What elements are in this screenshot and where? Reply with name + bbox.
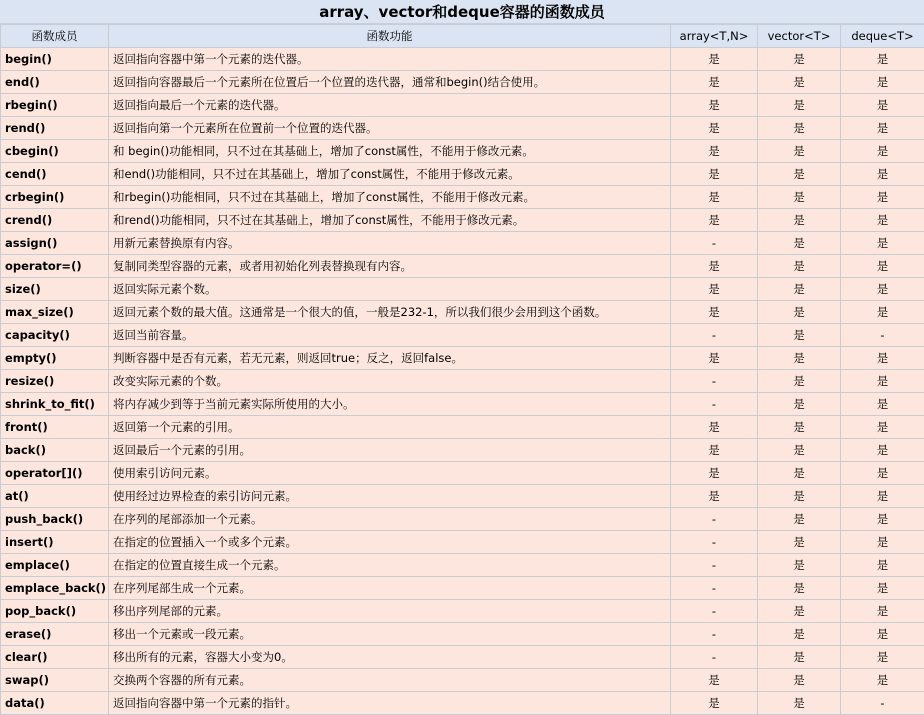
deque-support-cell: 是 — [841, 232, 924, 255]
array-support-cell: 是 — [671, 669, 758, 692]
function-description-cell: 返回指向容器中第一个元素的指针。 — [109, 692, 671, 715]
function-description-cell: 返回元素个数的最大值。这通常是一个很大的值，一般是232-1，所以我们很少会用到这个函数。 — [109, 301, 671, 324]
function-name-cell: swap() — [1, 669, 109, 692]
array-support-cell: - — [671, 600, 758, 623]
function-name-cell: emplace_back() — [1, 577, 109, 600]
table-row — [1, 94, 924, 117]
function-name-cell: erase() — [1, 623, 109, 646]
array-support-cell: 是 — [671, 485, 758, 508]
function-description-cell: 返回指向第一个元素所在位置前一个位置的迭代器。 — [109, 117, 671, 140]
table-row — [1, 301, 924, 324]
function-name-cell: size() — [1, 278, 109, 301]
table-row — [1, 209, 924, 232]
vector-support-cell: 是 — [758, 370, 841, 393]
vector-support-cell: 是 — [758, 508, 841, 531]
function-description-cell: 交换两个容器的所有元素。 — [109, 669, 671, 692]
table-row — [1, 71, 924, 94]
vector-support-cell: 是 — [758, 416, 841, 439]
table-row — [1, 623, 924, 646]
table-row — [1, 278, 924, 301]
array-support-cell: 是 — [671, 48, 758, 71]
table-row — [1, 255, 924, 278]
deque-support-cell: 是 — [841, 186, 924, 209]
array-support-cell: 是 — [671, 117, 758, 140]
vector-support-cell: 是 — [758, 94, 841, 117]
function-name-cell: emplace() — [1, 554, 109, 577]
function-description-cell: 在指定的位置插入一个或多个元素。 — [109, 531, 671, 554]
table-row — [1, 370, 924, 393]
deque-support-cell: 是 — [841, 646, 924, 669]
deque-support-cell: 是 — [841, 163, 924, 186]
header-deque: deque<T> — [841, 25, 924, 48]
function-name-cell: capacity() — [1, 324, 109, 347]
function-description-cell: 判断容器中是否有元素，若无元素，则返回true；反之，返回false。 — [109, 347, 671, 370]
array-support-cell: 是 — [671, 278, 758, 301]
deque-support-cell: 是 — [841, 278, 924, 301]
function-description-cell: 在指定的位置直接生成一个元素。 — [109, 554, 671, 577]
function-name-cell: insert() — [1, 531, 109, 554]
array-support-cell: 是 — [671, 462, 758, 485]
deque-support-cell: 是 — [841, 94, 924, 117]
array-support-cell: - — [671, 508, 758, 531]
function-name-cell: push_back() — [1, 508, 109, 531]
function-name-cell: clear() — [1, 646, 109, 669]
deque-support-cell: 是 — [841, 577, 924, 600]
function-name-cell: rbegin() — [1, 94, 109, 117]
function-name-cell: max_size() — [1, 301, 109, 324]
table-body — [1, 48, 924, 715]
vector-support-cell: 是 — [758, 117, 841, 140]
function-description-cell: 在序列尾部生成一个元素。 — [109, 577, 671, 600]
function-description-cell: 用新元素替换原有内容。 — [109, 232, 671, 255]
table-row — [1, 163, 924, 186]
table-row — [1, 577, 924, 600]
table-row — [1, 48, 924, 71]
function-name-cell: resize() — [1, 370, 109, 393]
function-description-cell: 和rbegin()功能相同，只不过在其基础上，增加了const属性，不能用于修改元素。 — [109, 186, 671, 209]
function-description-cell: 将内存减少到等于当前元素实际所使用的大小。 — [109, 393, 671, 416]
array-support-cell: 是 — [671, 692, 758, 715]
deque-support-cell: 是 — [841, 370, 924, 393]
vector-support-cell: 是 — [758, 71, 841, 94]
deque-support-cell: 是 — [841, 439, 924, 462]
vector-support-cell: 是 — [758, 186, 841, 209]
deque-support-cell: - — [841, 324, 924, 347]
table-row — [1, 462, 924, 485]
deque-support-cell: 是 — [841, 393, 924, 416]
table-row — [1, 117, 924, 140]
vector-support-cell: 是 — [758, 140, 841, 163]
vector-support-cell: 是 — [758, 48, 841, 71]
vector-support-cell: 是 — [758, 255, 841, 278]
function-name-cell: crend() — [1, 209, 109, 232]
vector-support-cell: 是 — [758, 646, 841, 669]
vector-support-cell: 是 — [758, 669, 841, 692]
header-row — [1, 25, 924, 48]
array-support-cell: 是 — [671, 71, 758, 94]
function-description-cell: 复制同类型容器的元素，或者用初始化列表替换现有内容。 — [109, 255, 671, 278]
vector-support-cell: 是 — [758, 531, 841, 554]
table-row — [1, 140, 924, 163]
deque-support-cell: 是 — [841, 209, 924, 232]
function-name-cell: cend() — [1, 163, 109, 186]
array-support-cell: 是 — [671, 94, 758, 117]
vector-support-cell: 是 — [758, 485, 841, 508]
table-row — [1, 646, 924, 669]
header-function-description: 函数功能 — [109, 25, 671, 48]
function-name-cell: pop_back() — [1, 600, 109, 623]
vector-support-cell: 是 — [758, 692, 841, 715]
function-name-cell: back() — [1, 439, 109, 462]
function-description-cell: 返回当前容量。 — [109, 324, 671, 347]
table-row — [1, 439, 924, 462]
function-description-cell: 和rend()功能相同，只不过在其基础上，增加了const属性，不能用于修改元素。 — [109, 209, 671, 232]
table-row — [1, 508, 924, 531]
function-name-cell: shrink_to_fit() — [1, 393, 109, 416]
header-array: array<T,N> — [671, 25, 758, 48]
vector-support-cell: 是 — [758, 209, 841, 232]
function-name-cell: operator[]() — [1, 462, 109, 485]
deque-support-cell: 是 — [841, 255, 924, 278]
vector-support-cell: 是 — [758, 393, 841, 416]
deque-support-cell: 是 — [841, 71, 924, 94]
deque-support-cell: 是 — [841, 485, 924, 508]
header-vector: vector<T> — [758, 25, 841, 48]
table-title: array、vector和deque容器的函数成员 — [0, 0, 924, 24]
vector-support-cell: 是 — [758, 577, 841, 600]
deque-support-cell: 是 — [841, 600, 924, 623]
table-row — [1, 485, 924, 508]
table-row — [1, 232, 924, 255]
deque-support-cell: 是 — [841, 531, 924, 554]
array-support-cell: 是 — [671, 416, 758, 439]
function-name-cell: data() — [1, 692, 109, 715]
function-name-cell: empty() — [1, 347, 109, 370]
deque-support-cell: 是 — [841, 554, 924, 577]
vector-support-cell: 是 — [758, 439, 841, 462]
deque-support-cell: 是 — [841, 508, 924, 531]
array-support-cell: 是 — [671, 140, 758, 163]
function-description-cell: 移出一个元素或一段元素。 — [109, 623, 671, 646]
functions-table — [0, 24, 924, 715]
function-name-cell: front() — [1, 416, 109, 439]
function-name-cell: end() — [1, 71, 109, 94]
function-name-cell: crbegin() — [1, 186, 109, 209]
function-description-cell: 在序列的尾部添加一个元素。 — [109, 508, 671, 531]
function-description-cell: 移出所有的元素，容器大小变为0。 — [109, 646, 671, 669]
function-description-cell: 返回实际元素个数。 — [109, 278, 671, 301]
array-support-cell: - — [671, 232, 758, 255]
table-row — [1, 554, 924, 577]
function-description-cell: 返回指向最后一个元素的迭代器。 — [109, 94, 671, 117]
vector-support-cell: 是 — [758, 347, 841, 370]
function-description-cell: 改变实际元素的个数。 — [109, 370, 671, 393]
array-support-cell: - — [671, 324, 758, 347]
array-support-cell: 是 — [671, 301, 758, 324]
table-row — [1, 393, 924, 416]
table-row — [1, 347, 924, 370]
function-description-cell: 和 begin()功能相同，只不过在其基础上，增加了const属性，不能用于修改元素。 — [109, 140, 671, 163]
array-support-cell: 是 — [671, 255, 758, 278]
table-row — [1, 692, 924, 715]
vector-support-cell: 是 — [758, 301, 841, 324]
array-support-cell: 是 — [671, 347, 758, 370]
table-row — [1, 186, 924, 209]
array-support-cell: - — [671, 623, 758, 646]
function-description-cell: 和end()功能相同，只不过在其基础上，增加了const属性，不能用于修改元素。 — [109, 163, 671, 186]
function-description-cell: 返回指向容器最后一个元素所在位置后一个位置的迭代器，通常和begin()结合使用。 — [109, 71, 671, 94]
deque-support-cell: 是 — [841, 301, 924, 324]
deque-support-cell: 是 — [841, 416, 924, 439]
function-description-cell: 返回第一个元素的引用。 — [109, 416, 671, 439]
function-name-cell: assign() — [1, 232, 109, 255]
function-description-cell: 移出序列尾部的元素。 — [109, 600, 671, 623]
table-row — [1, 669, 924, 692]
function-name-cell: rend() — [1, 117, 109, 140]
array-support-cell: - — [671, 577, 758, 600]
deque-support-cell: 是 — [841, 669, 924, 692]
array-support-cell: 是 — [671, 186, 758, 209]
array-support-cell: - — [671, 554, 758, 577]
function-description-cell: 使用经过边界检查的索引访问元素。 — [109, 485, 671, 508]
array-support-cell: - — [671, 531, 758, 554]
vector-support-cell: 是 — [758, 278, 841, 301]
vector-support-cell: 是 — [758, 324, 841, 347]
function-description-cell: 返回指向容器中第一个元素的迭代器。 — [109, 48, 671, 71]
table-row — [1, 416, 924, 439]
deque-support-cell: 是 — [841, 117, 924, 140]
array-support-cell: - — [671, 370, 758, 393]
array-support-cell: 是 — [671, 163, 758, 186]
array-support-cell: 是 — [671, 209, 758, 232]
vector-support-cell: 是 — [758, 163, 841, 186]
vector-support-cell: 是 — [758, 623, 841, 646]
table-row — [1, 600, 924, 623]
function-name-cell: operator=() — [1, 255, 109, 278]
array-support-cell: 是 — [671, 439, 758, 462]
deque-support-cell: 是 — [841, 48, 924, 71]
header-function-member: 函数成员 — [1, 25, 109, 48]
deque-support-cell: - — [841, 692, 924, 715]
deque-support-cell: 是 — [841, 140, 924, 163]
function-name-cell: begin() — [1, 48, 109, 71]
function-name-cell: cbegin() — [1, 140, 109, 163]
vector-support-cell: 是 — [758, 554, 841, 577]
table-row — [1, 531, 924, 554]
array-support-cell: - — [671, 646, 758, 669]
vector-support-cell: 是 — [758, 232, 841, 255]
function-description-cell: 返回最后一个元素的引用。 — [109, 439, 671, 462]
array-support-cell: - — [671, 393, 758, 416]
deque-support-cell: 是 — [841, 623, 924, 646]
function-description-cell: 使用索引访问元素。 — [109, 462, 671, 485]
vector-support-cell: 是 — [758, 600, 841, 623]
function-name-cell: at() — [1, 485, 109, 508]
table-row — [1, 324, 924, 347]
deque-support-cell: 是 — [841, 462, 924, 485]
deque-support-cell: 是 — [841, 347, 924, 370]
vector-support-cell: 是 — [758, 462, 841, 485]
